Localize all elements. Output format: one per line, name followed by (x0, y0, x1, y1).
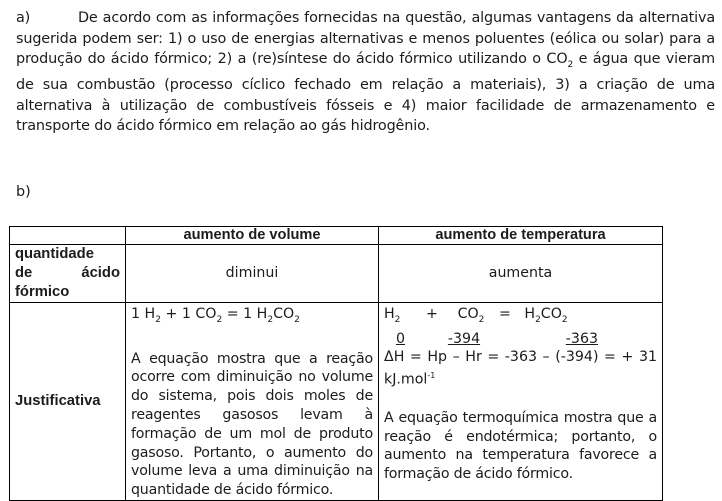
quantity-label-de: de (15, 265, 33, 281)
delta-h-equation: ΔH = Hp – Hr = -363 – (-394) = + 31 kJ.mol$^{-1}$ (384, 349, 657, 388)
quantity-label-line2 (15, 264, 120, 283)
justification-volume-cell (126, 303, 379, 501)
table-header-row (10, 227, 663, 245)
part-a-text-1: De acordo com as informações fornecidas na questão, algumas vantagens da alternativa sugerida podem ser: 1) o uso de energias alternativas e menos poluentes (eólica ou solar) para a produção do ácido fórmico; 2) a (re)síntese do ácido fórmico utilizando o CO (16, 10, 715, 67)
quantity-label (10, 245, 126, 303)
row-justification (10, 303, 663, 501)
volume-justification-text: A equação mostra que a reação ocorre com diminuição no volume do sistema, pois dois moles de reagentes gasosos levam à formação de um mol de produto gasoso. Portanto, o aumento do volume leva a uma diminuição na quantidade de ácido fórmico. (131, 350, 373, 499)
temp-equation-enthalpies: 0 -394 -363 (396, 330, 598, 347)
justification-label: Justificativa (10, 303, 126, 501)
row-quantity (10, 245, 663, 303)
quantity-label-line1: quantidade (15, 246, 94, 262)
header-volume: aumento de volume (126, 227, 379, 245)
part-a-paragraph (16, 8, 715, 137)
quantity-label-line3: fórmico (15, 284, 70, 300)
answer-table (9, 226, 663, 501)
header-empty (10, 227, 126, 245)
part-b-label: b) (16, 184, 31, 200)
justification-temperature-cell (379, 303, 663, 501)
header-temperature: aumento de temperatura (379, 227, 663, 245)
temp-justification-text: A equação termoquímica mostra que a reação é endotérmica; portanto, o aumento na temperatura favorece a formação de ácido fórmico. (384, 409, 657, 483)
part-a-text-2: e água que vieram de sua combustão (processo cíclico fechado em relação a materiais), 3) a criação de uma alternativa à utilização de combustíveis fósseis e 4) maior facilidade de armazenamento e transporte do ácido fórmico em relação ao gás hidrogênio. (16, 51, 715, 135)
quantity-temperature-cell: aumenta (379, 245, 663, 303)
quantity-volume-cell: diminui (126, 245, 379, 303)
quantity-label-acido: ácido (81, 265, 120, 281)
volume-equation: 1 $H_2 + 1$ $CO_2 = 1$ $H_2CO_2$ (131, 306, 300, 325)
part-a-label: a) (16, 10, 31, 26)
part-a-subscript: 2 (567, 59, 574, 70)
temp-equation-species: $H_2$ + $CO_2$ = $H_2CO_2$ (384, 306, 568, 325)
